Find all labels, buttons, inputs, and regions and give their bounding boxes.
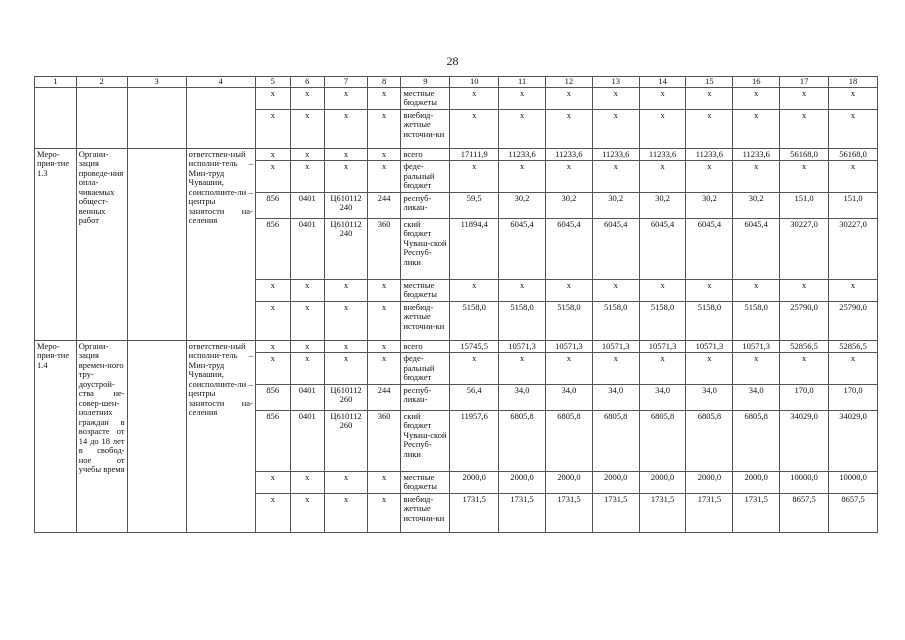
value-cell: 34,0	[733, 384, 780, 410]
column-number: 14	[639, 77, 686, 88]
funding-source-cell: внебюд-жетные источни-ки	[401, 301, 450, 340]
value-cell: 56168,0	[829, 148, 878, 161]
value-cell: 5158,0	[546, 301, 593, 340]
value-cell: х	[686, 279, 733, 301]
value-cell: х	[733, 109, 780, 148]
column-number: 8	[367, 77, 401, 88]
value-cell: х	[499, 109, 546, 148]
value-cell: 15745,5	[450, 340, 499, 353]
code-cell: х	[325, 301, 368, 340]
value-cell: 170,0	[829, 384, 878, 410]
value-cell: 52856,5	[780, 340, 829, 353]
code-cell: х	[325, 279, 368, 301]
code-cell: х	[255, 161, 290, 193]
column-number: 13	[592, 77, 639, 88]
funding-source-cell: местные бюджеты	[401, 279, 450, 301]
value-cell: х	[450, 279, 499, 301]
value-cell: 1731,5	[499, 493, 546, 532]
empty-cell	[35, 87, 77, 148]
code-cell: 856	[255, 192, 290, 218]
value-cell: х	[829, 279, 878, 301]
code-cell: х	[367, 340, 401, 353]
value-cell: 10000,0	[780, 471, 829, 493]
code-cell: х	[367, 161, 401, 193]
value-cell: 25790,0	[829, 301, 878, 340]
column-number: 6	[290, 77, 325, 88]
value-cell: 34029,0	[829, 410, 878, 471]
value-cell: 25790,0	[780, 301, 829, 340]
code-cell: х	[325, 161, 368, 193]
value-cell: 2000,0	[686, 471, 733, 493]
code-cell: 360	[367, 218, 401, 279]
value-cell: 151,0	[829, 192, 878, 218]
code-cell: 856	[255, 218, 290, 279]
value-cell: 30227,0	[829, 218, 878, 279]
value-cell: 1731,5	[639, 493, 686, 532]
value-cell: 11894,4	[450, 218, 499, 279]
value-cell: 1731,5	[450, 493, 499, 532]
participant-cell: ответствен-ный исполни-тель – Мин-труд Чувашии, соисполните-ли – центры занятости на-селения	[186, 148, 255, 340]
code-cell: х	[325, 493, 368, 532]
code-cell: х	[367, 301, 401, 340]
code-cell: 0401	[290, 384, 325, 410]
code-cell: х	[325, 340, 368, 353]
value-cell: х	[639, 353, 686, 385]
code-cell: х	[290, 493, 325, 532]
value-cell: 10571,3	[733, 340, 780, 353]
code-cell: х	[325, 109, 368, 148]
value-cell: 8657,5	[780, 493, 829, 532]
value-cell: 11957,6	[450, 410, 499, 471]
column-number: 1	[35, 77, 77, 88]
funding-source-cell: местные бюджеты	[401, 471, 450, 493]
value-cell: 10571,3	[686, 340, 733, 353]
value-cell: 1731,5	[686, 493, 733, 532]
value-cell: 30,2	[733, 192, 780, 218]
value-cell: х	[639, 109, 686, 148]
value-cell: х	[592, 161, 639, 193]
value-cell: 1731,5	[546, 493, 593, 532]
participant-cell: ответствен-ный исполни-тель – Мин-труд Чувашии, соисполните-ли – центры занятости на-селения	[186, 340, 255, 532]
code-cell: 0401	[290, 410, 325, 471]
value-cell: х	[499, 161, 546, 193]
column-number: 10	[450, 77, 499, 88]
value-cell: х	[639, 87, 686, 109]
value-cell: 17111,9	[450, 148, 499, 161]
value-cell: х	[829, 353, 878, 385]
value-cell: х	[546, 109, 593, 148]
code-cell: х	[367, 471, 401, 493]
value-cell: 5158,0	[686, 301, 733, 340]
value-cell: х	[592, 109, 639, 148]
value-cell: х	[592, 279, 639, 301]
table-row	[35, 148, 878, 161]
code-cell: Ц610112 260	[325, 410, 368, 471]
code-cell: 244	[367, 192, 401, 218]
column-number: 11	[499, 77, 546, 88]
code-cell: 0401	[290, 192, 325, 218]
table-body	[35, 87, 878, 532]
value-cell: х	[733, 353, 780, 385]
value-cell: 6045,4	[499, 218, 546, 279]
code-cell: х	[255, 279, 290, 301]
value-cell: х	[546, 87, 593, 109]
code-cell: х	[290, 279, 325, 301]
table-row	[35, 87, 878, 109]
value-cell: 10571,3	[499, 340, 546, 353]
value-cell: х	[639, 161, 686, 193]
value-cell: 34,0	[546, 384, 593, 410]
event-label-cell: Меро-прия-тие 1.3	[35, 148, 77, 340]
value-cell: х	[450, 109, 499, 148]
value-cell: 34,0	[592, 384, 639, 410]
empty-cell	[127, 148, 186, 340]
code-cell: х	[325, 353, 368, 385]
value-cell: 6045,4	[686, 218, 733, 279]
value-cell: 30,2	[499, 192, 546, 218]
value-cell: 10000,0	[829, 471, 878, 493]
value-cell: х	[592, 87, 639, 109]
value-cell: 6805,8	[639, 410, 686, 471]
funding-source-cell: феде-ральный бюджет	[401, 353, 450, 385]
code-cell: х	[255, 471, 290, 493]
value-cell: 6805,8	[592, 410, 639, 471]
value-cell: 10571,3	[639, 340, 686, 353]
code-cell: х	[290, 301, 325, 340]
value-cell: 151,0	[780, 192, 829, 218]
code-cell: х	[255, 148, 290, 161]
value-cell: 6045,4	[546, 218, 593, 279]
empty-cell	[186, 87, 255, 148]
funding-source-cell: всего	[401, 340, 450, 353]
value-cell: 5158,0	[639, 301, 686, 340]
code-cell: х	[325, 87, 368, 109]
code-cell: х	[290, 148, 325, 161]
funding-source-cell: ский бюджет Чуваш-ской Респуб-лики	[401, 410, 450, 471]
code-cell: х	[290, 340, 325, 353]
code-cell: х	[255, 109, 290, 148]
table-row	[35, 340, 878, 353]
value-cell: х	[450, 353, 499, 385]
value-cell: 2000,0	[450, 471, 499, 493]
value-cell: 59,5	[450, 192, 499, 218]
budget-table	[34, 76, 878, 533]
value-cell: х	[686, 109, 733, 148]
code-cell: х	[290, 87, 325, 109]
value-cell: 11233,6	[733, 148, 780, 161]
value-cell: 2000,0	[546, 471, 593, 493]
column-number: 15	[686, 77, 733, 88]
value-cell: 34,0	[499, 384, 546, 410]
code-cell: Ц610112 240	[325, 218, 368, 279]
funding-source-cell: внебюд-жетные источни-ки	[401, 109, 450, 148]
column-number: 12	[546, 77, 593, 88]
value-cell: х	[546, 161, 593, 193]
value-cell: х	[639, 279, 686, 301]
value-cell: х	[686, 87, 733, 109]
code-cell: 360	[367, 410, 401, 471]
empty-cell	[127, 340, 186, 532]
value-cell: х	[686, 161, 733, 193]
code-cell: Ц610112 260	[325, 384, 368, 410]
value-cell: х	[780, 353, 829, 385]
code-cell: х	[255, 353, 290, 385]
value-cell: х	[592, 353, 639, 385]
empty-cell	[127, 87, 186, 148]
funding-source-cell: респуб-ликан-	[401, 192, 450, 218]
value-cell: 2000,0	[592, 471, 639, 493]
value-cell: 52856,5	[829, 340, 878, 353]
code-cell: х	[367, 279, 401, 301]
page-number: 28	[446, 54, 459, 68]
column-number-row	[35, 77, 878, 88]
value-cell: 34,0	[639, 384, 686, 410]
event-label-cell: Меро-прия-тие 1.4	[35, 340, 77, 532]
value-cell: х	[829, 109, 878, 148]
value-cell: 56168,0	[780, 148, 829, 161]
column-number: 4	[186, 77, 255, 88]
value-cell: х	[450, 87, 499, 109]
value-cell: 11233,6	[499, 148, 546, 161]
value-cell: 2000,0	[733, 471, 780, 493]
code-cell: х	[290, 109, 325, 148]
code-cell: Ц610112 240	[325, 192, 368, 218]
value-cell: 10571,3	[546, 340, 593, 353]
code-cell: х	[290, 353, 325, 385]
column-number: 3	[127, 77, 186, 88]
column-number: 9	[401, 77, 450, 88]
code-cell: х	[367, 148, 401, 161]
value-cell: 6805,8	[499, 410, 546, 471]
code-cell: х	[290, 161, 325, 193]
value-cell: 10571,3	[592, 340, 639, 353]
value-cell: 1731,5	[592, 493, 639, 532]
value-cell: х	[829, 161, 878, 193]
value-cell: 30,2	[592, 192, 639, 218]
code-cell: 856	[255, 384, 290, 410]
value-cell: х	[780, 161, 829, 193]
value-cell: х	[733, 87, 780, 109]
value-cell: 5158,0	[733, 301, 780, 340]
column-number: 17	[780, 77, 829, 88]
value-cell: 5158,0	[499, 301, 546, 340]
value-cell: 6805,8	[546, 410, 593, 471]
code-cell: х	[255, 301, 290, 340]
code-cell: х	[367, 353, 401, 385]
value-cell: 30,2	[639, 192, 686, 218]
value-cell: х	[780, 87, 829, 109]
value-cell: х	[499, 279, 546, 301]
value-cell: 34,0	[686, 384, 733, 410]
code-cell: 0401	[290, 218, 325, 279]
code-cell: 244	[367, 384, 401, 410]
value-cell: 6805,8	[733, 410, 780, 471]
funding-source-cell: респуб-ликан-	[401, 384, 450, 410]
value-cell: х	[499, 87, 546, 109]
value-cell: 6045,4	[733, 218, 780, 279]
value-cell: х	[686, 353, 733, 385]
code-cell: х	[367, 493, 401, 532]
column-number: 2	[76, 77, 127, 88]
value-cell: 8657,5	[829, 493, 878, 532]
value-cell: х	[829, 87, 878, 109]
value-cell: 34029,0	[780, 410, 829, 471]
value-cell: 6045,4	[639, 218, 686, 279]
value-cell: 30,2	[686, 192, 733, 218]
column-number: 7	[325, 77, 368, 88]
value-cell: 30227,0	[780, 218, 829, 279]
event-description-cell: Органи-зация проведе-ния опла-чиваемых общест-венных работ	[76, 148, 127, 340]
value-cell: 6805,8	[686, 410, 733, 471]
value-cell: 6045,4	[592, 218, 639, 279]
value-cell: 11233,6	[686, 148, 733, 161]
funding-source-cell: местные бюджеты	[401, 87, 450, 109]
value-cell: 2000,0	[499, 471, 546, 493]
column-number: 5	[255, 77, 290, 88]
code-cell: х	[367, 109, 401, 148]
code-cell: х	[255, 87, 290, 109]
code-cell: х	[325, 471, 368, 493]
value-cell: х	[780, 279, 829, 301]
value-cell: 11233,6	[639, 148, 686, 161]
value-cell: 11233,6	[592, 148, 639, 161]
value-cell: 56,4	[450, 384, 499, 410]
event-description-cell: Органи-зация времен-ного тру-доустрой-ства не-совер-шен-нолетних граждан в возрасте от 14 до 18 лет в свобод-ное от учебы время	[76, 340, 127, 532]
code-cell: х	[367, 87, 401, 109]
column-number: 16	[733, 77, 780, 88]
code-cell: 856	[255, 410, 290, 471]
funding-source-cell: ский бюджет Чуваш-ской Респуб-лики	[401, 218, 450, 279]
value-cell: 5158,0	[592, 301, 639, 340]
funding-source-cell: всего	[401, 148, 450, 161]
value-cell: х	[780, 109, 829, 148]
value-cell: 11233,6	[546, 148, 593, 161]
value-cell: 170,0	[780, 384, 829, 410]
value-cell: 2000,0	[639, 471, 686, 493]
funding-source-cell: феде-ральный бюджет	[401, 161, 450, 193]
value-cell: 1731,5	[733, 493, 780, 532]
value-cell: х	[546, 353, 593, 385]
code-cell: х	[325, 148, 368, 161]
value-cell: х	[450, 161, 499, 193]
funding-source-cell: внебюд-жетные источни-ки	[401, 493, 450, 532]
value-cell: х	[733, 279, 780, 301]
value-cell: х	[546, 279, 593, 301]
code-cell: х	[290, 471, 325, 493]
code-cell: х	[255, 340, 290, 353]
value-cell: х	[499, 353, 546, 385]
value-cell: 5158,0	[450, 301, 499, 340]
value-cell: 30,2	[546, 192, 593, 218]
column-number: 18	[829, 77, 878, 88]
value-cell: х	[733, 161, 780, 193]
code-cell: х	[255, 493, 290, 532]
empty-cell	[76, 87, 127, 148]
